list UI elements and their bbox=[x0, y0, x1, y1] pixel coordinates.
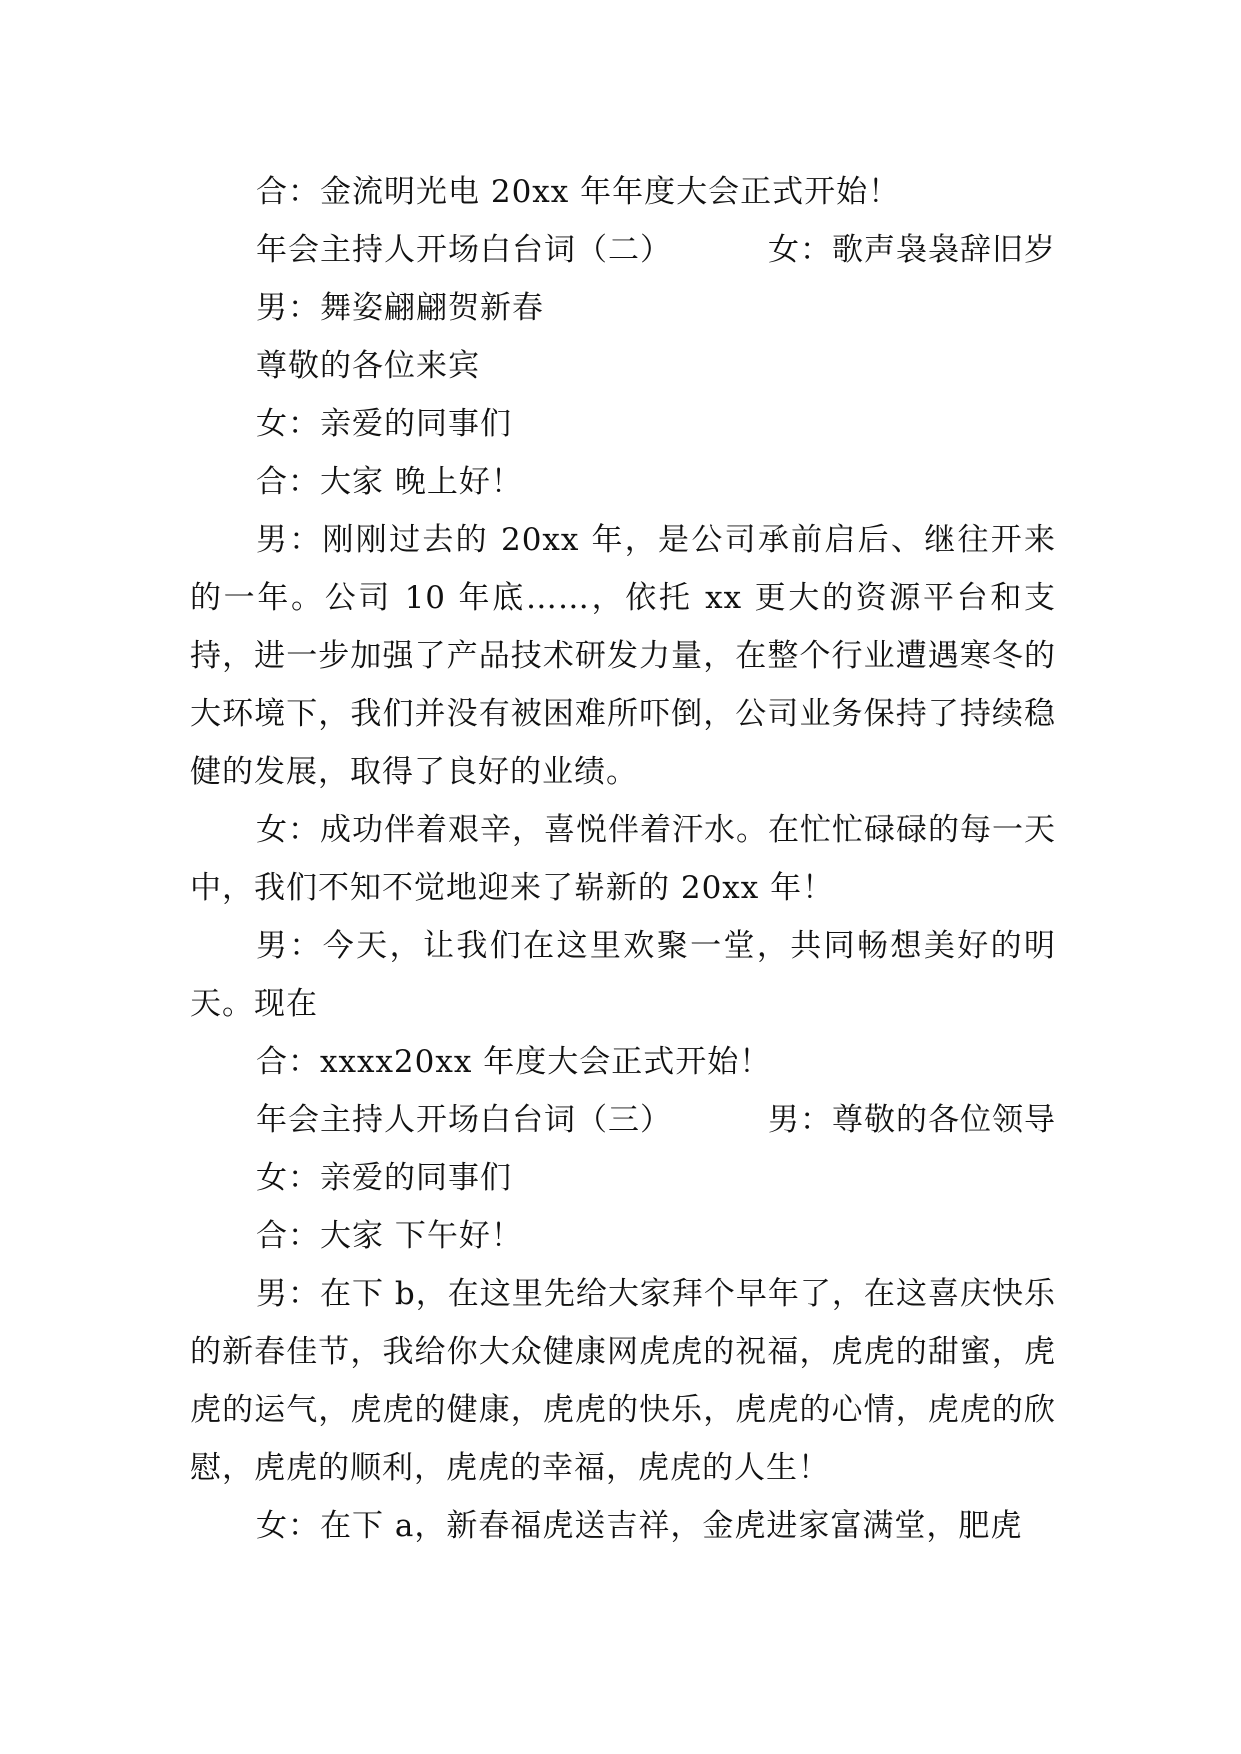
paragraph: 男：刚刚过去的 20xx 年，是公司承前启后、继往开来的一年。公司 10 年底……，依托 xx 更大的资源平台和支持，进一步加强了产品技术研发力量，在整个行业遭遇寒冬的大环境下，我们并没有被困难所吓倒，公司业务保持了持续稳健的发展，取得了良好的业绩。 bbox=[190, 522, 1056, 790]
paragraph: 女：亲爱的同事们 bbox=[256, 406, 512, 442]
paragraph: 男：舞姿翩翩贺新春 bbox=[256, 290, 544, 326]
dialogue-line: 女：歌声袅袅辞旧岁 bbox=[768, 232, 1056, 268]
paragraph: 合：大家 晚上好！ bbox=[256, 464, 523, 500]
section-heading-line bbox=[190, 1091, 1056, 1149]
paragraph: 女：成功伴着艰辛，喜悦伴着汗水。在忙忙碌碌的每一天中，我们不知不觉地迎来了崭新的 20xx 年！ bbox=[190, 812, 1056, 906]
paragraph: 女：在下 a，新春福虎送吉祥，金虎进家富满堂，肥虎 bbox=[256, 1508, 1023, 1544]
paragraph: 女：亲爱的同事们 bbox=[256, 1160, 512, 1196]
section-heading: 年会主持人开场白台词（二） bbox=[256, 232, 672, 268]
paragraph: 合：xxxx20xx 年度大会正式开始！ bbox=[256, 1044, 772, 1080]
paragraph: 尊敬的各位来宾 bbox=[256, 348, 480, 384]
section-heading-line bbox=[190, 221, 1056, 279]
section-heading: 年会主持人开场白台词（三） bbox=[256, 1102, 672, 1138]
document-body bbox=[190, 163, 1056, 1555]
paragraph: 合：大家 下午好！ bbox=[256, 1218, 523, 1254]
dialogue-line: 男：尊敬的各位领导 bbox=[768, 1102, 1056, 1138]
paragraph: 男：今天，让我们在这里欢聚一堂，共同畅想美好的明天。现在 bbox=[190, 928, 1056, 1022]
paragraph: 合：金流明光电 20xx 年年度大会正式开始！ bbox=[256, 174, 901, 210]
paragraph: 男：在下 b，在这里先给大家拜个早年了，在这喜庆快乐的新春佳节，我给你大众健康网虎虎的祝福，虎虎的甜蜜，虎虎的运气，虎虎的健康，虎虎的快乐，虎虎的心情，虎虎的欣慰，虎虎的顺利，虎虎的幸福，虎虎的人生！ bbox=[190, 1276, 1056, 1486]
